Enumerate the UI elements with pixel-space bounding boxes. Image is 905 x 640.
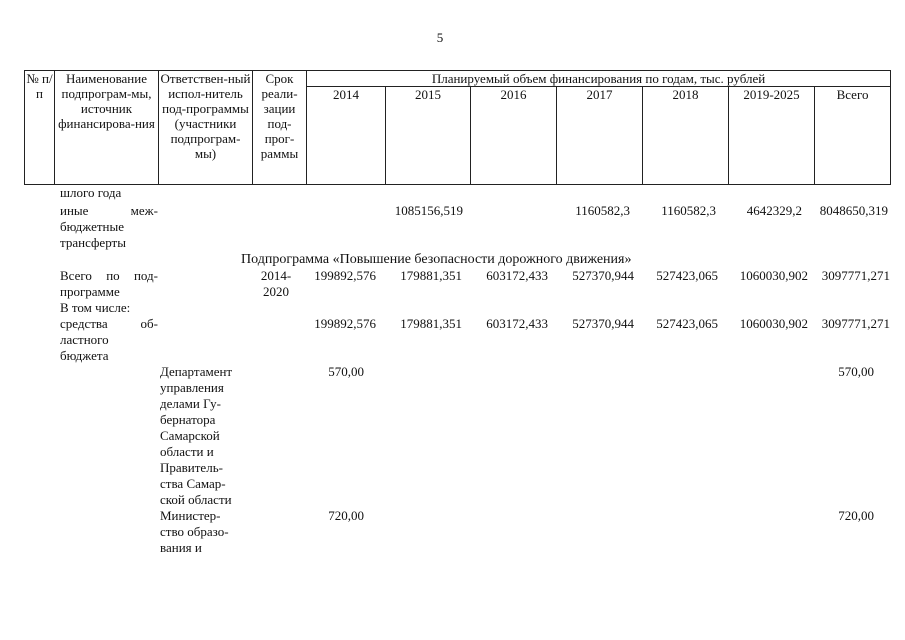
transfers-label-3: трансферты (60, 235, 126, 250)
dept1-line-8: ства Самар- (160, 476, 226, 491)
total-term-1: 2014- (260, 268, 292, 283)
transfers-total: 8048650,319 (819, 203, 888, 218)
dept2-line-2: ство образо- (160, 524, 229, 539)
header-col-planned-financing: Планируемый объем финансирования по годам, тыс. рублей (307, 71, 891, 87)
header-year-2016: 2016 (471, 87, 557, 185)
dept1-line-5: Самарской (160, 428, 220, 443)
dept2-line-3: вания и (160, 540, 202, 555)
regional-2016: 603172,433 (486, 316, 548, 331)
regional-label-2: ластного (60, 332, 109, 347)
regional-2014: 199892,576 (314, 316, 376, 331)
total-2016: 603172,433 (486, 268, 548, 283)
including-label: В том числе: (60, 300, 131, 315)
regional-total: 3097771,271 (821, 316, 890, 331)
regional-2015: 179881,351 (400, 316, 462, 331)
dept1-line-4: бернатора (160, 412, 216, 427)
regional-label-1: средства об- (60, 316, 158, 331)
header-col-term: Срок реали-зации под-прог-раммы (253, 71, 307, 185)
header-year-2015: 2015 (386, 87, 471, 185)
header-col-responsible: Ответствен-ный испол-нитель под-программы (участники подпрограм-мы) (159, 71, 253, 185)
header-table (24, 70, 891, 185)
total-label-2: программе (60, 284, 120, 299)
regional-2018: 527423,065 (656, 316, 718, 331)
header-col-number: № п/п (25, 71, 55, 185)
total-2017: 527370,944 (572, 268, 634, 283)
transfers-label-2: бюджетные (60, 219, 125, 234)
header-year-2017: 2017 (557, 87, 643, 185)
page-number: 5 (436, 30, 444, 45)
total-2015: 179881,351 (400, 268, 462, 283)
total-term-2: 2020 (263, 284, 289, 299)
dept1-total: 570,00 (838, 364, 874, 379)
transfers-2019-2025: 4642329,2 (746, 203, 802, 218)
header-total: Всего (815, 87, 891, 185)
total-2018: 527423,065 (656, 268, 718, 283)
transfers-2015: 1085156,519 (394, 203, 463, 218)
header-year-2019-2025: 2019-2025 (729, 87, 815, 185)
header-year-2018: 2018 (643, 87, 729, 185)
transfers-label-1: иные меж- (60, 203, 158, 218)
dept1-line-9: ской области (160, 492, 232, 507)
header-col-name: Наименование подпрограм-мы, источник финансирова-ния (55, 71, 159, 185)
dept1-line-2: управления (160, 380, 224, 395)
dept1-line-7: Правитель- (160, 460, 223, 475)
transfers-2017: 1160582,3 (575, 203, 630, 218)
dept1-2014: 570,00 (328, 364, 364, 379)
subprogram-title: Подпрограмма «Повышение безопасности дорожного движения» (241, 252, 632, 267)
regional-2019-2025: 1060030,902 (739, 316, 808, 331)
transfers-2018: 1160582,3 (661, 203, 716, 218)
total-all: 3097771,271 (821, 268, 890, 283)
total-2019-2025: 1060030,902 (739, 268, 808, 283)
dept2-line-1: Министер- (160, 508, 221, 523)
dept1-line-6: области и (160, 444, 214, 459)
dept2-total: 720,00 (838, 508, 874, 523)
dept1-line-1: Департамент (160, 364, 233, 379)
total-label-1: Всего по под- (60, 268, 158, 283)
dept2-2014: 720,00 (328, 508, 364, 523)
continued-text: шлого года (60, 185, 122, 200)
regional-2017: 527370,944 (572, 316, 634, 331)
dept1-line-3: делами Гу- (160, 396, 221, 411)
regional-label-3: бюджета (60, 348, 109, 363)
header-year-2014: 2014 (307, 87, 386, 185)
total-2014: 199892,576 (314, 268, 376, 283)
